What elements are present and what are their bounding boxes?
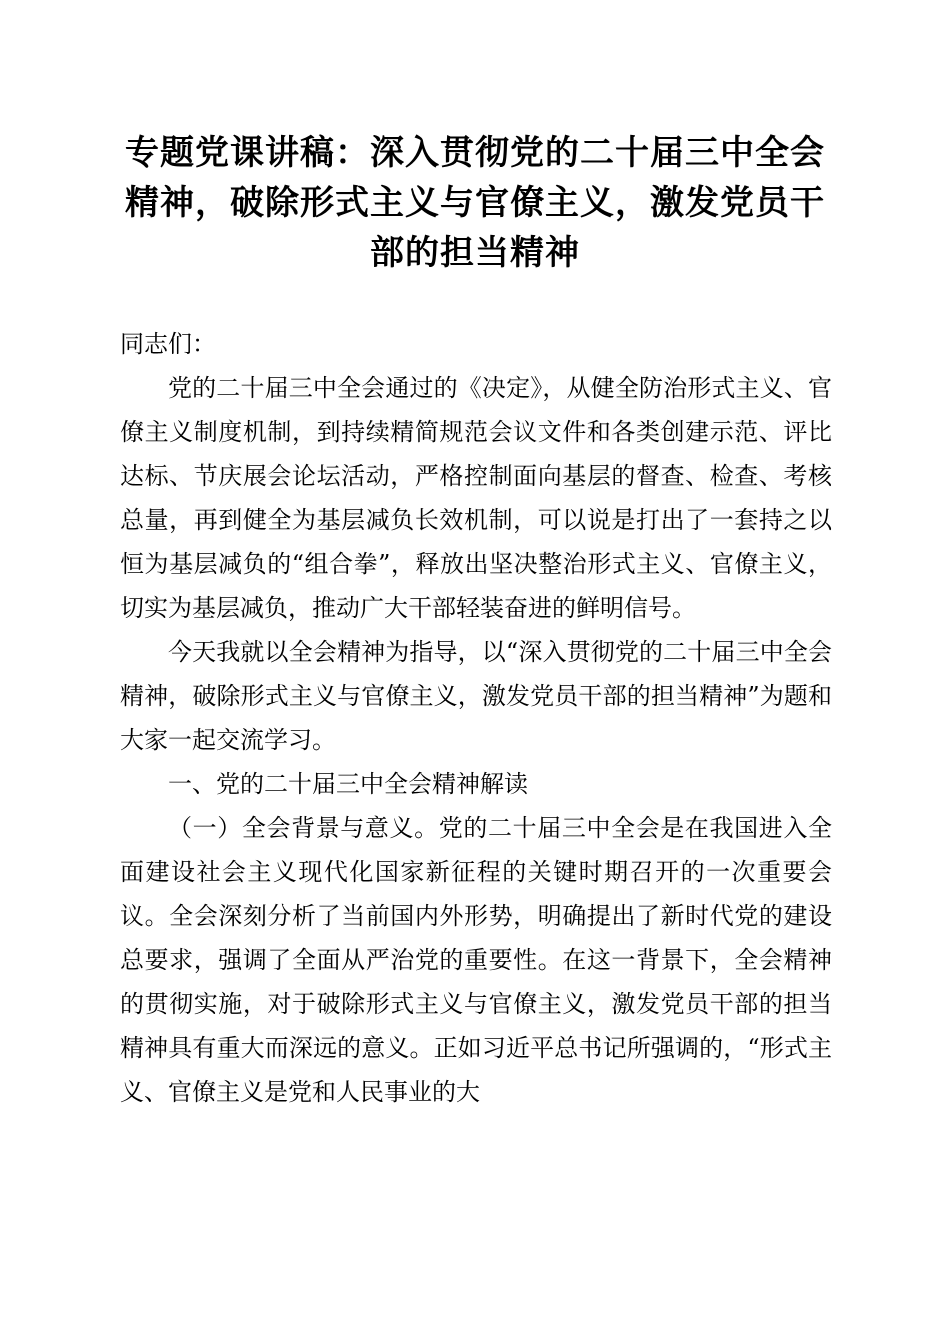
greeting: 同志们：: [120, 330, 216, 358]
paragraph-intro: 党的二十届三中全会通过的《决定》，从健全防治形式主义、官僚主义制度机制，到持续精简规范会议文件和各类创建示范、评比达标、节庆展会论坛活动，严格控制面向基层的督查、检查、考核总量，再到健全为基层减负长效机制，可以说是打出了一套持之以恒为基层减负的“组合拳”，释放出坚决整治形式主义、官僚主义，切实为基层减负，推动广大干部轻装奋进的鲜明信号。: [120, 374, 832, 622]
document-title: [110, 128, 840, 278]
paragraph-topic: 今天我就以全会精神为指导，以“深入贯彻党的二十届三中全会精神，破除形式主义与官僚主义，激发党员干部的担当精神”为题和大家一起交流学习。: [120, 638, 832, 754]
title-line-3: 部的担当精神: [370, 233, 580, 273]
title-line-1: 专题党课讲稿：深入贯彻党的二十届三中全会: [125, 133, 825, 173]
title-line-2: 精神，破除形式主义与官僚主义，激发党员干: [125, 183, 825, 223]
section-heading-1: 一、党的二十届三中全会精神解读: [168, 770, 528, 798]
document-body: [120, 322, 832, 1114]
subsection-paragraph-1: （一）全会背景与意义。党的二十届三中全会是在我国进入全面建设社会主义现代化国家新征程的关键时期召开的一次重要会议。全会深刻分析了当前国内外形势，明确提出了新时代党的建设总要求，强调了全面从严治党的重要性。在这一背景下，全会精神的贯彻实施，对于破除形式主义与官僚主义，激发党员干部的担当精神具有重大而深远的意义。正如习近平总书记所强调的，“形式主义、官僚主义是党和人民事业的大: [120, 814, 832, 1106]
